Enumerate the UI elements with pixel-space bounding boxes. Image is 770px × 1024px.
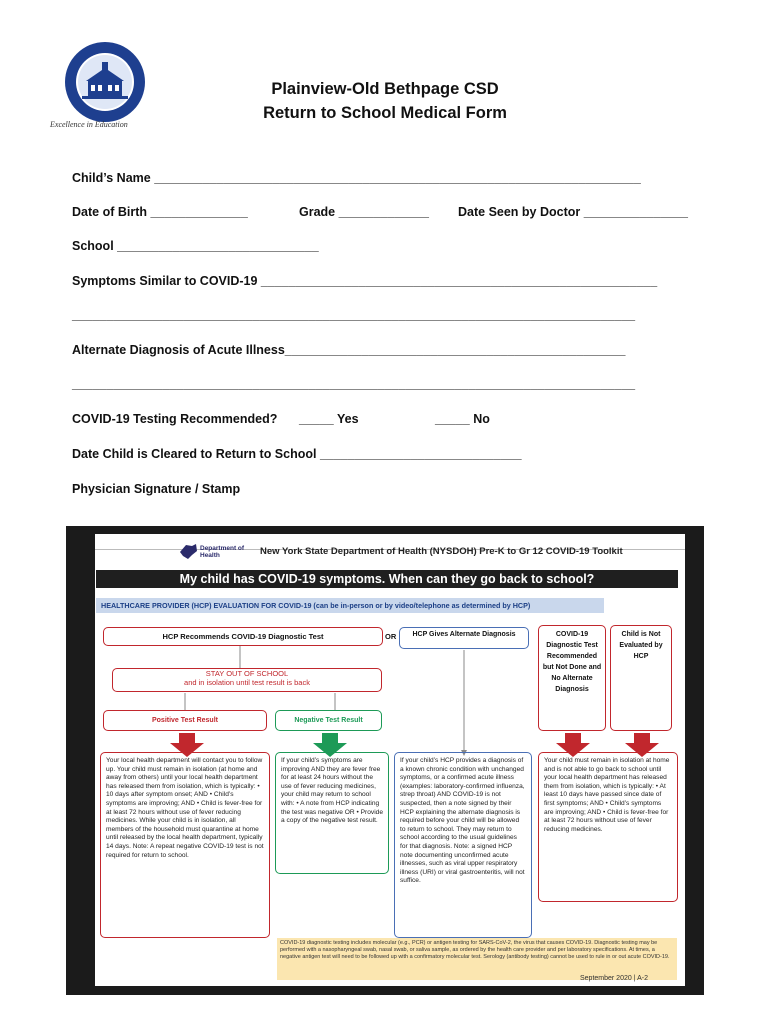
- positive-instructions: Your local health department will contact you to follow up. Your child must remain in isolation (at home and away from others) until your local health department has released them from isolation, which is typically: • 10 days after symptom onset; AND • Child’s symptoms are improving; AND • Child is fever-free for at least 72 hours without use of fever reducing medicines. While your child is in isolation, all members of the household must quarantine at home until released by the local health department, typically 14 days. Note: A repeat negative COVID-19 test is not required for return to school.: [100, 752, 270, 938]
- testing-no-option[interactable]: _____ No: [435, 412, 490, 426]
- symptoms-field[interactable]: Symptoms Similar to COVID-19 _________________________________________________________: [72, 274, 658, 288]
- school-seal-logo: [60, 40, 150, 125]
- stay-out-heading: STAY OUT OF SCHOOL: [205, 669, 289, 678]
- testing-yes-option[interactable]: _____ Yes: [299, 412, 359, 426]
- hcp-evaluation-bar: HEALTHCARE PROVIDER (HCP) EVALUATION FOR COVID-19 (can be in-person or by video/telephone as determined by HCP): [96, 598, 604, 613]
- toolkit-agency-title: New York State Department of Health (NYSDOH) Pre-K to Gr 12 COVID-19 Toolkit: [260, 546, 623, 557]
- hcp-alternate-box: HCP Gives Alternate Diagnosis: [399, 627, 529, 649]
- date-of-birth-field[interactable]: Date of Birth ______________: [72, 205, 248, 219]
- school-motto: Excellence in Education: [50, 120, 128, 129]
- district-name: Plainview-Old Bethpage CSD: [271, 80, 499, 98]
- form-title: [200, 77, 570, 125]
- nys-map-icon: [178, 543, 198, 561]
- testing-note: COVID-19 diagnostic testing includes molecular (e.g., PCR) or antigen testing for SARS-CoV-2, the virus that causes COVID-19. Diagnostic testing may be performed with a nasopharyngeal swab, nasal swab, or saliva sample, as ordered by the health care provider and per laboratory specifications. At times, a negative antigen test will need to be followed up with a confirmatory molecular test. Serology (antibody testing) cannot be used to rule in or out acute COVID-19.: [277, 938, 677, 980]
- test-not-done-box: COVID-19 Diagnostic Test Recommended but Not Done and No Alternate Diagnosis: [538, 625, 606, 731]
- form-name: Return to School Medical Form: [263, 104, 507, 122]
- nys-logo-text: Department of Health: [200, 545, 245, 559]
- physician-signature-label[interactable]: Physician Signature / Stamp: [72, 482, 241, 496]
- positive-result-box: Positive Test Result: [103, 710, 267, 731]
- testing-recommended-label: COVID-19 Testing Recommended?: [72, 412, 278, 426]
- hcp-test-box: HCP Recommends COVID-19 Diagnostic Test: [103, 627, 383, 646]
- symptoms-continuation-line[interactable]: _________________________________________________________________________________: [72, 308, 636, 322]
- stay-out-subtext: and in isolation until test result is back: [184, 678, 310, 687]
- toolkit-footer: September 2020 | A-2: [580, 975, 648, 982]
- nys-health-logo: [178, 543, 256, 563]
- alternate-diagnosis-field[interactable]: Alternate Diagnosis of Acute Illness_________________________________________________: [72, 343, 626, 357]
- cleared-date-field[interactable]: Date Child is Cleared to Return to School _____________________________: [72, 447, 522, 461]
- childs-name-field[interactable]: Child’s Name ______________________________________________________________________: [72, 171, 641, 185]
- grade-field[interactable]: Grade _____________: [299, 205, 429, 219]
- isolation-instructions: Your child must remain in isolation at home and is not able to go back to school until your local health department has released them from isolation, which is typically: • At least 10 days have passed since date of first symptoms; AND • Child’s symptoms are improving; AND • Child is fever-free for at least 72 hours without use of fever reducing medicines.: [538, 752, 678, 902]
- negative-instructions: If your child’s symptoms are improving AND they are fever free for at least 24 hours without the use of fever reducing medicines, your child may return to school with: • A note from HCP indicating the test was negative OR • Provide a copy of the negative test result.: [275, 752, 389, 874]
- or-label: OR: [385, 632, 397, 641]
- alternate-diagnosis-instructions: If your child’s HCP provides a diagnosis of a known chronic condition with unchanged symptoms, or a confirmed acute illness (examples: laboratory-confirmed influenza, strep throat) AND COVID-19 is not suspected, then a note signed by their HCP explaining the alternate diagnosis is required before your child will be allowed to return to school. They may return to school according to the usual guidelines for that diagnosis. Note: a signed HCP note documenting unconfirmed acute illnesses, such as viral upper respiratory illness (URI) or viral gastroenteritis, will not suffice.: [394, 752, 532, 938]
- date-seen-field[interactable]: Date Seen by Doctor _______________: [458, 205, 689, 219]
- school-field[interactable]: School _____________________________: [72, 239, 319, 253]
- not-evaluated-box: Child is Not Evaluated by HCP: [610, 625, 672, 731]
- toolkit-banner: My child has COVID-19 symptoms. When can they go back to school?: [96, 570, 678, 588]
- negative-result-box: Negative Test Result: [275, 710, 382, 731]
- alternate-diagnosis-continuation-line[interactable]: _________________________________________________________________________________: [72, 377, 636, 391]
